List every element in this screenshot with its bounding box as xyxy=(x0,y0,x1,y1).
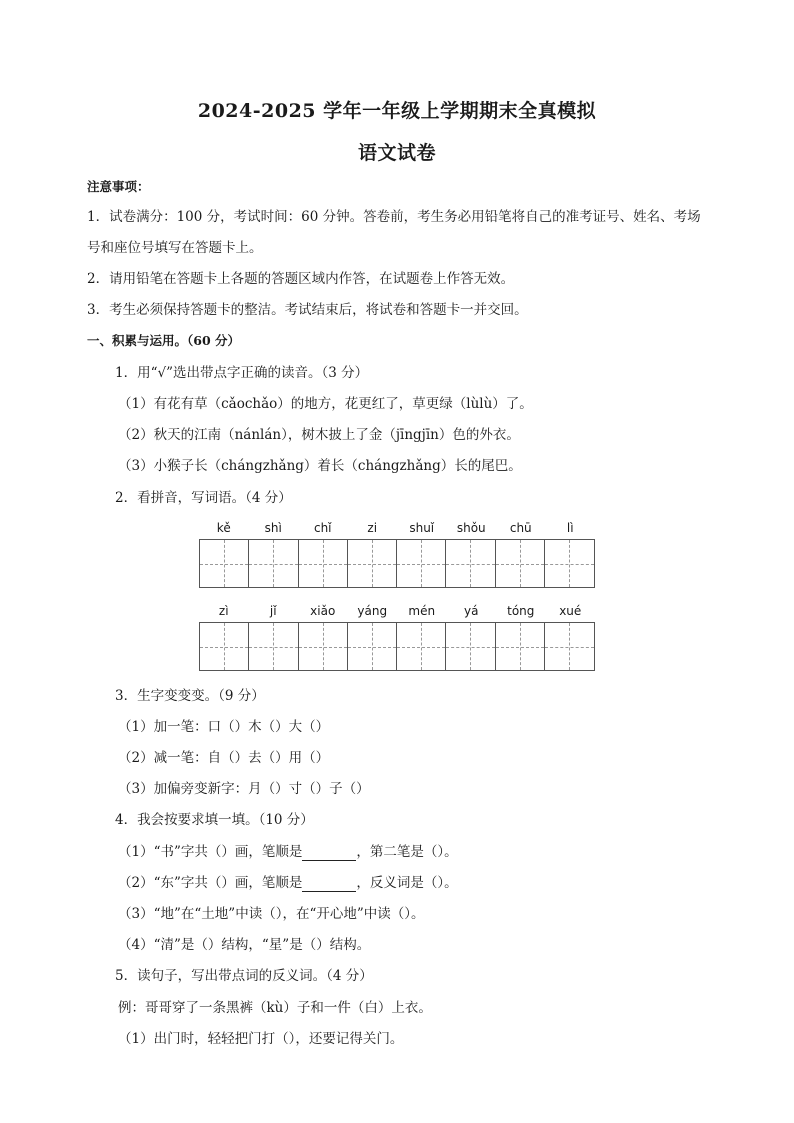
note-item-1: 1．试卷满分：100 分，考试时间：60 分钟。答卷前，考生务必用铅笔将自己的准考证号、姓名、考场 xyxy=(87,209,701,225)
pinyin: yá xyxy=(464,604,479,618)
answer-blank[interactable] xyxy=(302,846,356,861)
pinyin: tóng xyxy=(507,604,535,618)
q1-title: 1．用“√”选出带点字正确的读音。（3 分） xyxy=(115,365,369,381)
pinyin: zi xyxy=(367,521,378,535)
pinyin: jǐ xyxy=(269,604,277,618)
q4-item-2-text-b: ，反义词是（）。 xyxy=(356,875,458,891)
writing-cell[interactable] xyxy=(348,540,397,587)
writing-grid-row-2[interactable] xyxy=(199,622,595,671)
exam-title: 2024-2025 学年一年级上学期期末全真模拟 xyxy=(197,100,597,122)
q3-item-3: （3）加偏旁变新字：月（）寸（）子（） xyxy=(118,781,370,797)
q4-item-4: （4）“清”是（）结构，“星”是（）结构。 xyxy=(118,937,371,953)
pinyin-row-2 xyxy=(199,604,595,618)
q3-title: 3．生字变变变。（9 分） xyxy=(115,688,265,704)
q3-item-1: （1）加一笔：口（）木（）大（） xyxy=(118,719,330,735)
section-1-heading: 一、积累与运用。（60 分） xyxy=(87,333,240,348)
notes-heading: 注意事项： xyxy=(87,179,150,194)
answer-blank[interactable] xyxy=(302,877,356,892)
pinyin: xué xyxy=(559,604,582,618)
pinyin: shì xyxy=(264,521,282,535)
pinyin: mén xyxy=(408,604,436,618)
note-item-3: 3．考生必须保持答题卡的整洁。考试结束后，将试卷和答题卡一并交回。 xyxy=(87,302,528,318)
writing-cell[interactable] xyxy=(397,540,446,587)
writing-cell[interactable] xyxy=(348,623,397,670)
note-item-2: 2．请用铅笔在答题卡上各题的答题区域内作答，在试题卷上作答无效。 xyxy=(87,271,515,287)
pinyin: kě xyxy=(216,521,231,535)
q4-item-1 xyxy=(118,843,458,861)
writing-cell[interactable] xyxy=(299,623,348,670)
q2-title: 2．看拼音，写词语。（4 分） xyxy=(115,490,292,506)
writing-cell[interactable] xyxy=(496,623,545,670)
writing-cell[interactable] xyxy=(446,623,495,670)
writing-grid-row-1[interactable] xyxy=(199,539,595,588)
q5-item-1: （1）出门时，轻轻把门打（），还要记得关门。 xyxy=(118,1031,404,1047)
q5-example: 例：哥哥穿了一条黑裤（kù）子和一件（白）上衣。 xyxy=(118,1000,432,1016)
pinyin: xiǎo xyxy=(310,604,336,618)
pinyin: shǒu xyxy=(456,521,486,535)
q5-title: 5．读句子，写出带点词的反义词。（4 分） xyxy=(115,968,373,984)
writing-cell[interactable] xyxy=(397,623,446,670)
writing-cell[interactable] xyxy=(249,623,298,670)
note-item-1-cont: 号和座位号填写在答题卡上。 xyxy=(87,240,263,256)
q1-item-3: （3）小猴子长（chángzhǎng）着长（chángzhǎng）长的尾巴。 xyxy=(118,458,522,474)
q1-item-2: （2）秋天的江南（nánlán），树木披上了金（jīngjīn）色的外衣。 xyxy=(118,427,520,443)
writing-cell[interactable] xyxy=(200,623,249,670)
pinyin-row-1 xyxy=(199,521,595,535)
writing-cell[interactable] xyxy=(496,540,545,587)
writing-cell[interactable] xyxy=(299,540,348,587)
writing-cell[interactable] xyxy=(446,540,495,587)
q4-item-1-text-a: （1）“书”字共（）画，笔顺是 xyxy=(118,844,303,860)
pinyin: lì xyxy=(566,521,574,535)
pinyin: chū xyxy=(509,521,532,535)
q4-item-2-text-a: （2）“东”字共（）画，笔顺是 xyxy=(118,875,303,891)
q3-item-2: （2）减一笔：自（）去（）用（） xyxy=(118,750,330,766)
exam-subtitle: 语文试卷 xyxy=(357,142,436,164)
writing-cell[interactable] xyxy=(545,540,594,587)
pinyin: chǐ xyxy=(313,521,332,535)
writing-cell[interactable] xyxy=(545,623,594,670)
q1-item-1: （1）有花有草（cǎochǎo）的地方，花更红了，草更绿（lùlù）了。 xyxy=(118,396,533,412)
pinyin: yáng xyxy=(357,604,388,618)
q4-item-3: （3）“地”在“土地”中读（），在“开心地”中读（）。 xyxy=(118,906,425,922)
writing-cell[interactable] xyxy=(249,540,298,587)
pinyin: shuǐ xyxy=(409,521,435,535)
pinyin: zì xyxy=(218,604,229,618)
writing-cell[interactable] xyxy=(200,540,249,587)
q4-title: 4．我会按要求填一填。（10 分） xyxy=(115,812,314,828)
q4-item-1-text-b: ，第二笔是（）。 xyxy=(356,844,458,860)
q4-item-2 xyxy=(118,874,458,892)
